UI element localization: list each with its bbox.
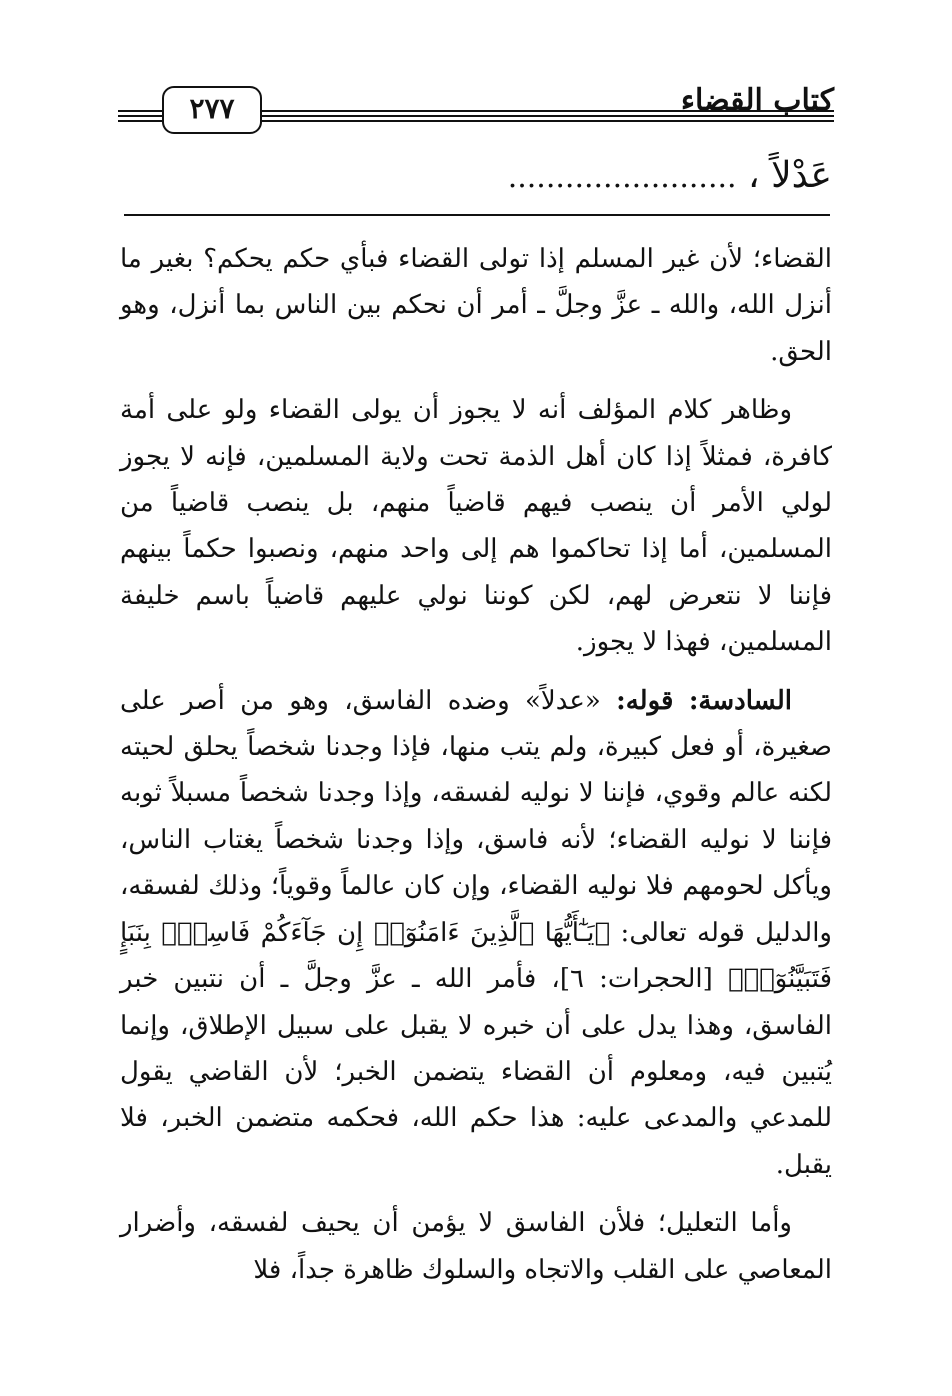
paragraph: القضاء؛ لأن غير المسلم إذا تولى القضاء فبأي حكم يحكم؟ بغير ما أنزل الله، والله ـ عزَّ وجلَّ ـ أمر أن نحكم بين الناس بما أنزل، وهو الحق. xyxy=(120,244,832,367)
section-label: السادسة: xyxy=(688,685,792,716)
paragraph: وظاهر كلام المؤلف أنه لا يجوز أن يولى القضاء ولو على أمة كافرة، فمثلاً إذا كان أهل الذمة تحت ولاية المسلمين، فإنه لا يجوز لولي الأمر أن ينصب فيهم قاضياً منهم، بل ينصب قاضياً من المسلمين، أما إذا تحاكموا هم إلى واحد منهم، ونصبوا حكماً بينهم فإننا لا نتعرض لهم، لكن كوننا نولي عليهم قاضياً باسم خليفة المسلمين، فهذا لا يجوز. xyxy=(120,395,832,658)
matn-separator-rule xyxy=(124,214,830,216)
running-head-book-title: كتاب القضاء xyxy=(680,83,834,118)
qawluh-label: قوله: xyxy=(616,685,674,716)
commentary-body xyxy=(120,236,832,1305)
ellipsis-dots: ........................ xyxy=(507,160,737,195)
quoted-matn-line xyxy=(116,152,832,202)
page-header xyxy=(118,78,834,134)
paragraph-text: «عدلاً» وضده الفاسق، وهو من أصر على صغيرة، أو فعل كبيرة، ولم يتب منها، فإذا وجدنا شخصاً يحلق لحيته لكنه عالم وقوي، فإننا لا نوليه لفسقه، وإذا وجدنا شخصاً مسبلاً ثوبه فإننا لا نوليه القضاء؛ لأنه فاسق، وإذا وجدنا شخصاً يغتاب الناس، ويأكل لحومهم فلا نوليه القضاء، وإن كان عالماً وقوياً؛ وذلك لفسقه، والدليل قوله تعالى: ﴿يَـٰٓأَيُّهَا ٱلَّذِينَ ءَامَنُوٓا۟ إِن جَآءَكُمْ فَاسِقٌۢ بِنَبَإٍ فَتَبَيَّنُوٓا۟﴾ [الحجرات: ٦]، فأمر الله ـ عزَّ وجلَّ ـ أن نتبين خبر الفاسق، وهذا يدل على أن خبره لا يقبل على سبيل الإطلاق، وإنما يُتبين فيه، ومعلوم أن القضاء يتضمن الخبر؛ لأن القاضي يقول للمدعي والمدعى عليه: هذا حكم الله، فحكمه متضمن الخبر، فلا يقبل. xyxy=(120,685,832,1180)
page-number: ٢٧٧ xyxy=(162,86,262,134)
matn-word: عَدْلاً ، xyxy=(748,155,832,196)
paragraph xyxy=(120,678,832,1188)
paragraph: وأما التعليل؛ فلأن الفاسق لا يؤمن أن يحيف لفسقه، وأضرار المعاصي على القلب والاتجاه والسلوك ظاهرة جداً، فلا xyxy=(120,1208,832,1285)
